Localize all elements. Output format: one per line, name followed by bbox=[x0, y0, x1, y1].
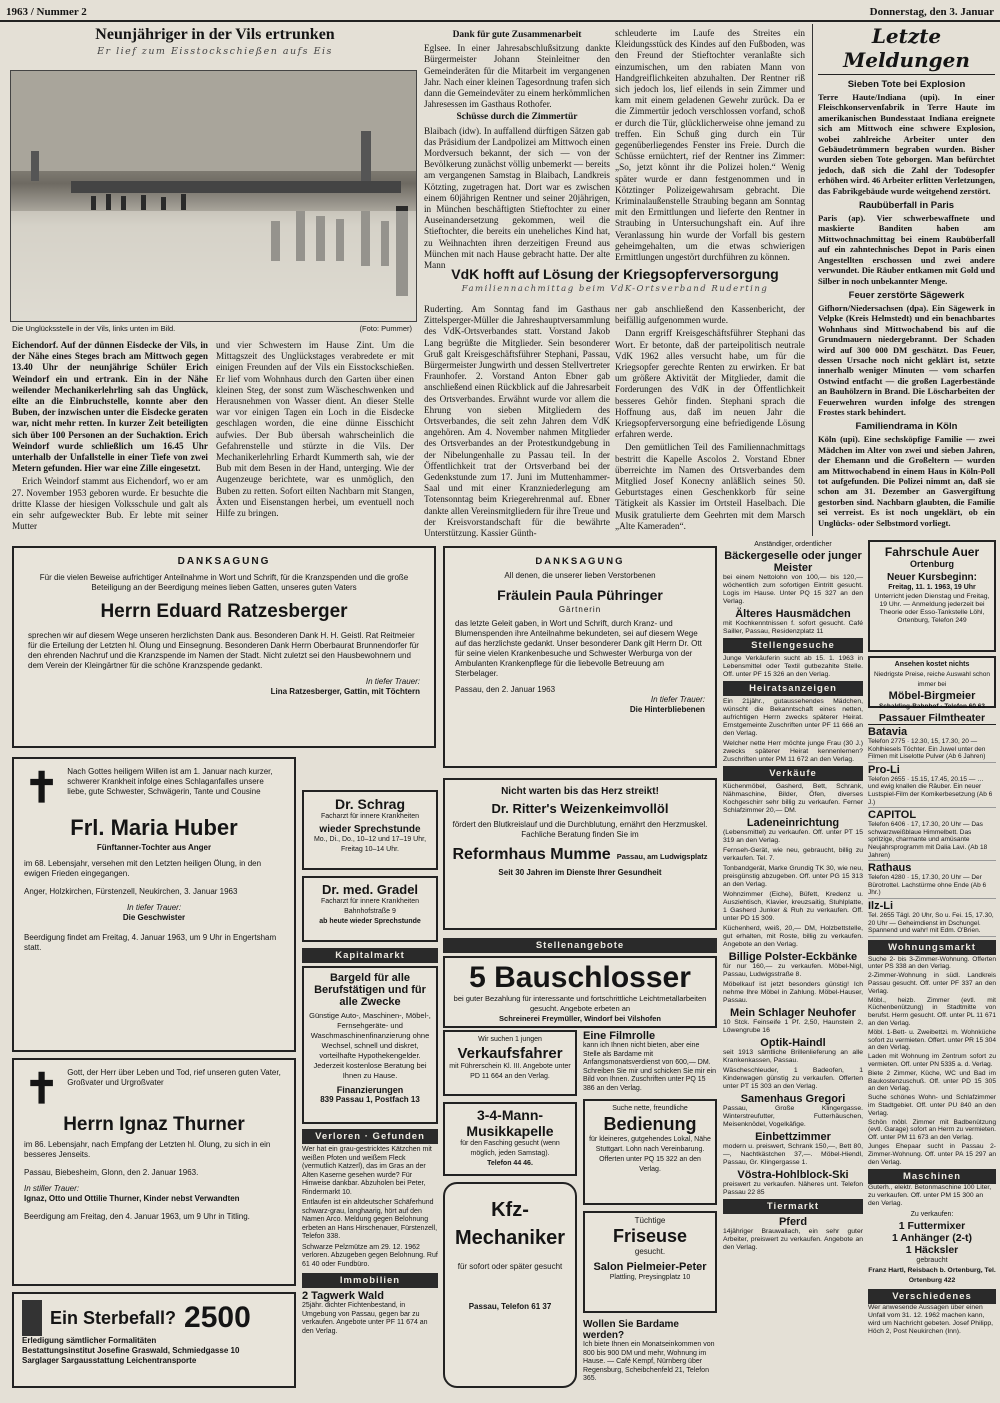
classified-ad bbox=[723, 1007, 863, 1035]
housing-item: Suche 2- bis 3-Zimmer-Wohnung. Offerten unter PS 338 an den Verlag. bbox=[868, 955, 996, 971]
doctor-message: ab heute wieder Sprechstunde bbox=[319, 918, 421, 925]
misc-item: Wer anwesende Aussagen über einen Unfall vom 31. 12. 1962 machen kann, wird um Nachricht gebeten. Josef Philipp, Höch 2, Post Neukirchen (Inn). bbox=[868, 1304, 994, 1336]
vdk-col-2 bbox=[615, 304, 805, 536]
ad-signers: Die Hinterbliebenen bbox=[629, 705, 705, 714]
ad-heading: DANKSAGUNG bbox=[535, 556, 625, 567]
section-header: Heiratsanzeigen bbox=[723, 681, 863, 696]
classified-ad bbox=[723, 783, 863, 815]
lost-found-item: Entlaufen ist ein altdeutscher Schäferhund schwarz-grau, langhaarig, hört auf den Namen Arco. Meldung gegen Belohnung erbeten an Hans Hirschenauer, Fürstenzell, Telefon 338. bbox=[302, 1199, 438, 1240]
ad-obituary-huber bbox=[12, 757, 296, 1052]
doctor-role: Facharzt für innere Krankheiten bbox=[320, 813, 420, 820]
ad-title: Bedienung bbox=[603, 1114, 697, 1134]
lost-found-item: Schwarze Pelzmütze am 29. 12. 1962 verloren. Abzugeben gegen Belohnung. Ruf 61 40 oder Fundbüro. bbox=[302, 1243, 438, 1268]
deceased-name: Herrn Ignaz Thurner bbox=[63, 1114, 245, 1135]
doctor-name: Dr. Schrag bbox=[334, 796, 406, 812]
vdk-paragraph-3: Dann ergriff Kreisgeschäftsführer Stephani das Wort. Er betonte, daß der parteipolitisch neutrale VdK 1962 alles versucht habe, um für die Kriegsopfer gerechte Renten zu erwirken. Er bat um größere Aktivität der Mitglieder, damit die Forderungen des VdK in der Öffentlichkeit besseres Gehör finden. Stephani sprach die Hoffnung aus, daß im neuen Jahr die Kriegsopferversorgung eine befriedigende Lösung erfahren werde. bbox=[615, 328, 805, 440]
lead-col-2 bbox=[216, 340, 414, 536]
classified-ad bbox=[723, 698, 863, 738]
ad-sign-label: In tiefer Trauer: bbox=[365, 677, 420, 686]
ad-address: Schalding-Bahnhof · Telefon 60 63 bbox=[878, 703, 986, 710]
cinema-title: Passauer Filmtheater bbox=[868, 712, 996, 725]
ad-body: Günstige Auto-, Maschinen-, Möbel-, Fernsehgeräte- und Waschmaschinenfinanzierung ohne Wechsel, schnell und diskret, vorteilhafte Hypothekengelder. Jederzeit kostenlose Beratung bei Ihnen zu Hause. bbox=[309, 1011, 431, 1080]
ad-place: Ortenburg bbox=[910, 559, 954, 569]
ad-body: für sofort oder später gesucht bbox=[457, 1262, 563, 1271]
housing-item: Laden mit Wohnung im Zentrum sofort zu vermieten. Off. unter PN 5335 a. d. Verlag. bbox=[868, 1053, 996, 1069]
section-immobilien: Immobilien bbox=[302, 1273, 438, 1288]
ad-body: 25jähr. dichter Fichtenbestand, in Umgebung von Passau, gegen bar zu verkaufen. Angebote unter PF 11 674 an den Verlag. bbox=[302, 1302, 428, 1335]
section-stellenangebote: Stellenangebote bbox=[443, 938, 717, 953]
ad-danksagung-puehringer bbox=[443, 546, 717, 768]
ad-title: Friseuse bbox=[612, 1226, 688, 1246]
photo-scene-graphic bbox=[11, 71, 416, 321]
photo-credit: (Foto: Pummer) bbox=[359, 324, 412, 333]
ad-body: Ich biete Ihnen ein Monatseinkommen von 800 bis 900 DM und mehr, Wohnung im Hause. — Café Kempf, Nürnberg über Regensburg, Scheibchenfeld 21, Telefon 365. bbox=[583, 1341, 715, 1382]
latest-news-headline: Raubüberfall in Paris bbox=[858, 200, 955, 212]
ad-line-1: Ansehen kostet nichts bbox=[894, 661, 970, 668]
news-photo bbox=[10, 70, 417, 322]
ad-verkaufsfahrer bbox=[443, 1030, 577, 1096]
machine-item: Guterh., elektr. Betonmaschine 100 Liter, zu verkaufen. Off. unter PM 15 300 an den Verlag. bbox=[868, 1184, 992, 1208]
ad-place-date: Passau, den 2. Januar 1963 bbox=[455, 685, 556, 694]
ad-moebel-birgmeier bbox=[868, 656, 996, 708]
cinema-name: Pro-Li bbox=[868, 763, 900, 776]
classified-pre: Anständiger, ordentlicher bbox=[754, 541, 832, 548]
classified-ad bbox=[723, 1216, 863, 1252]
latest-news-text: Gifhorn/Niedersachsen (dpa). Ein Sägewerk in Velpke (Kreis Helmstedt) und ein benachbartes Wohnhaus sind Mittwochabend bis auf die Grundmauern niedergebrannt. Der Schaden wird auf 300 000 DM geschätzt. Das Feuer, dessen Ursache noch nicht geklärt ist, setzte innerhalb weniger Minuten — vom scharfen Ostwind entfacht — die großen Lagerbestände an Bauhölzern in Brand. Die Löscharbeiten der Feuerwehren wurden infolge des strengen Frostes stark behindert. bbox=[818, 302, 995, 417]
classified-ad bbox=[723, 540, 863, 606]
ad-obituary-thurner bbox=[12, 1058, 296, 1286]
classified-title: Ladeneinrichtung bbox=[746, 817, 840, 829]
vdk-title: VdK hofft auf Lösung der Kriegsopferversorgung bbox=[451, 266, 779, 282]
machine-1: 1 Futtermixer bbox=[898, 1220, 966, 1233]
chapel-icon bbox=[22, 1300, 42, 1336]
ad-intro: Nach Gottes heiligem Willen ist am 1. Januar nach kurzer, schwerer Krankheit infolge eines Schlaganfalles unsere liebe, gute Schwester, Schwägerin, Tante und Cousine bbox=[67, 767, 273, 796]
classified-ad bbox=[723, 1169, 863, 1197]
cinema-entry bbox=[868, 899, 996, 937]
latest-news-list bbox=[818, 79, 995, 528]
latest-news-banner: Letzte Meldungen bbox=[818, 24, 995, 75]
ad-heading: DANKSAGUNG bbox=[177, 556, 271, 567]
classified-body: preiswert zu verkaufen. Näheres unt. Telefon Passau 22 85 bbox=[723, 1181, 863, 1196]
lead-article bbox=[10, 26, 420, 57]
ad-pre: Suche nette, freundliche bbox=[612, 1105, 688, 1112]
latest-news-text: Köln (upi). Eine sechsköpfige Familie — zwei Mädchen im Alter von zwei und sieben Jahren, der Ehemann und die Großeltern — wurden am Mittwochabend in einem Haus in Köln-Poll tot aufgefunden. Die Polizei nimmt an, daß sie schon am 31. Dezember an Gasvergiftung gestorben sind. Nachbarn glaubten, die Familie sei verreist. Es ist noch ungeklärt, ob ein Unglücks- oder Selbstmord vorliegt. bbox=[818, 434, 995, 528]
issue-date: Donnerstag, den 3. Januar bbox=[869, 6, 994, 18]
deceased-role: Fünftanner-Tochter aus Anger bbox=[96, 843, 212, 852]
ad-kfz-mechaniker bbox=[443, 1182, 577, 1388]
lead-paragraph-3: und vier Schwestern im Hause Zint. Um die Mittagszeit des Unglückstages verabredete er mit einigen Freunden auf der Vils ein Eisstockschießen. Er lief vom Wohnhaus durch den Garten über einen kleinen Steg, der sonst zum Wäscheschwenken und Herausnehmen von Wasser dient. An dieser Stelle war vor einigen Tagen ein Loch in die Eisdecke geschlagen worden, die eine dünne Eisschicht aufwies. Der Bub übersah wahrscheinlich die Gefahrenstelle und stürzte in die Vils. Der Mechanikerlehrling Erhardt Kummerth sah, wie der Bub mit dem Besen in der Hand, unterging. Wie der Augenzeuge berichtete, war es unmöglich, den Buben zu retten. Sofort eilten Nachbarn mit Stangen, Äxten und Eisenstangen herbei, um eventuell noch Hilfe zu bringen. bbox=[216, 340, 414, 519]
classified-ad bbox=[723, 981, 863, 1005]
ad-sign-label: In tiefer Trauer: bbox=[126, 903, 182, 912]
ad-signers: Ignaz, Otto und Ottilie Thurner, Kinder nebst Verwandten bbox=[24, 1194, 240, 1203]
vdk-subtitle: Familiennachmittag beim VdK-Ortsverband Ruderting bbox=[461, 284, 769, 294]
ad-body: sprechen wir auf diesem Wege unseren herzlichsten Dank aus. Besonderen Dank H. H. Geistl. Rat Reitmeier für die Erteilung der Letzten hl. Ölung und Einsegnung. Besonderen Dank Herrn Oberbaurat Brunnendorfer für den ehrenden Nachruf und die Kranzspende im Namen der Stadt. Nicht zuletzt sei den Hausbewohnern und dem Verein der Kleingärtner für die schöne Kranzspende gedankt. bbox=[28, 631, 419, 670]
classified-ad bbox=[723, 817, 863, 845]
cinema-name: Batavia bbox=[868, 726, 908, 738]
cinema-name: CAPITOL bbox=[868, 809, 917, 822]
photo-caption: Die Unglücksstelle in der Vils, links unten im Bild. bbox=[12, 324, 176, 333]
housing-list bbox=[868, 956, 996, 1167]
classified-ad bbox=[723, 891, 863, 923]
classified-ad bbox=[723, 865, 863, 889]
ad-sign-label: In stiller Trauer: bbox=[24, 1184, 79, 1193]
classified-body: 10 Stck. Feinseife 1 Pf. 2,50, Haunstein 2, Löwengrube 16 bbox=[723, 1019, 863, 1034]
classified-ad bbox=[723, 1093, 863, 1129]
ad-body: Unterricht jeden Dienstag und Freitag, 19 Uhr. — Anmeldung jederzeit bei Theorie oder Esso-Tankstelle Löhl, Ortenburg, Telefon 249 bbox=[874, 593, 990, 624]
classified-body: Möbelkauf ist jetzt besonders günstig! Ich nehme Ihre Möbel in Zahlung. Möbel-Hauser, Passau. bbox=[723, 981, 863, 1004]
doctor-name: Dr. med. Gradel bbox=[321, 882, 419, 897]
ad-title: Ein Sterbefall? bbox=[50, 1307, 177, 1328]
classified-ad bbox=[723, 1067, 863, 1091]
ad-bauschlosser bbox=[443, 956, 717, 1028]
doctor-address: Bahnhofstraße 9 bbox=[344, 908, 396, 915]
ad-sub: Neuer Kursbeginn: bbox=[886, 572, 977, 583]
cinema-program: Tel. 2655 Tägl. 20 Uhr, So u. Fei. 15, 17.30, 20 Uhr — Geheimdienst im Dschungel. Spannend und wahr! mit Edm. O'Brien. bbox=[868, 911, 994, 935]
classified-body: Tonbandgerät, Marke Grundig TK 30, wie neu, preisgünstig abzugeben. Off. unter PG 15 313 an den Verlag. bbox=[723, 865, 863, 888]
ad-line-2: Niedrigste Preise, reiche Auswahl schon immer bei bbox=[874, 671, 990, 688]
ad-machines-sale bbox=[868, 1210, 996, 1286]
deceased-name: Herrn Eduard Ratzesberger bbox=[100, 601, 348, 622]
ad-brand: Möbel-Birgmeier bbox=[888, 690, 976, 702]
ad-title: 3-4-Mann-Musikkapelle bbox=[466, 1107, 554, 1139]
classified-title: Pferd bbox=[778, 1216, 808, 1228]
section-header: Tiermarkt bbox=[723, 1199, 863, 1214]
ad-dr-gradel bbox=[302, 876, 438, 942]
vdk-paragraph-1: Ruderting. Am Sonntag fand im Gasthaus Zittelsperger-Müller die Jahreshauptversammlung des VdK-Ortsverbandes statt. Vorstand Jakob Lang begrüßte die Mitglieder. Sein besonderer Gruß galt Kreisgeschäftsführer Stephani, Passau, Bürgermeister Jungwirth und dessen Stellvertreter Fraunhofer. 2. Vorstand Anton Ebner gab anschließend einen Rückblick auf die Jahresarbeit des Ortsverbandes. Erwähnt wurde vor allem die Ehrung von sieben Mitgliedern des Ortsverbandes, die seit zehn Jahren dem VdK angehören. Am 4. November nahmen Mitglieder des Ortsverbandes an der Protestkundgebung in der Nibelungenhalle zu Passau teil. In der Öffentlichkeit trat der Ortsverband bei der Gedenkstunde zum 17. Juni im Muttenhammer-Saal und mit einer Kranzniederlegung am Totensonntag beim Kriegerehrenmal auf. Ebner dankte allen Vereinsmitgliedern für ihre Treue und der Kreisvorstandschaft für die bewährte Unterstützung. Kassier Günth- bbox=[424, 304, 610, 539]
classified-body: Wohnzimmer (Eiche), Büfett, Kredenz u. Ausziehtisch, Klavier, kreuzsaitig, Stuhlplatte, 1 Gasherd Junker & Ruh zu verkaufen. Off. unter PD 15 309. bbox=[723, 891, 863, 922]
classified-body: Küchenmöbel, Gasherd, Bett, Schrank, Nähmaschine, Bilder, Öfen, diverses Kochgeschirr sehr billig zu verkaufen. Ferner Schlafzimmer 20,— DM. bbox=[723, 783, 863, 814]
section-verloren-gefunden: Verloren · Gefunden bbox=[302, 1129, 438, 1144]
classified-ad bbox=[723, 925, 863, 949]
classified-title: Samenhaus Gregori bbox=[740, 1093, 846, 1105]
shop-address: Passau, am Ludwigsplatz bbox=[616, 852, 708, 861]
ad-bestattung bbox=[12, 1292, 296, 1388]
section-header: Verkäufe bbox=[723, 766, 863, 781]
ad-dr-schrag bbox=[302, 790, 438, 870]
latest-news-headline: Feuer zerstörte Sägewerk bbox=[848, 289, 965, 301]
latest-news-column bbox=[812, 24, 995, 536]
deceased-name: Frl. Maria Huber bbox=[70, 815, 238, 840]
classified-body: bei einem Nettolohn von 100,— bis 120,— wöchentlich zum sofortigen Eintritt gesucht. Logis im Hause. Unter PQ 15 327 an den Verlag. bbox=[723, 574, 863, 605]
shop-name: Reformhaus Mumme bbox=[452, 846, 611, 863]
housing-item: Möbl., heizb. Zimmer (evtl. mit Küchenbenützung) in Stadtmitte von berufst. Herrn gesucht. Off. unter PL 11 671 an den Verlag. bbox=[868, 996, 996, 1028]
classified-body: 14jähriger Brauwallach, ein sehr guter Arbeiter, preiswert zu verkaufen. Angebote an den Verlag. bbox=[723, 1228, 863, 1251]
classified-body: Fernseh-Gerät, wie neu, gebraucht, billig zu verkaufen. Tel. 7. bbox=[723, 847, 863, 862]
cross-icon: ✝ bbox=[24, 1064, 60, 1113]
latest-news-text: Terre Haute/Indiana (upi). In einer Fleischkonservenfabrik in Terre Haute im amerikanischen Bundesstaat Indiana ereignete sich am Mittwoch eine schwere Explosion, wobei zahlreiche Arbeiter unter den Gebäudetrümmern begraben wurden. Bisher wurden sieben Tote geborgen. Man befürchtet jedoch, daß sich die Zahl der Todesopfer erhöhen wird. 46 Arbeiter erlitten Verletzungen, das Fabrikgebäude wurde weitgehend zerstört. bbox=[818, 92, 995, 196]
classified-ad bbox=[723, 1037, 863, 1065]
doctor-role: Facharzt für innere Krankheiten bbox=[320, 898, 420, 905]
ad-line-1: Erledigung sämtlicher Formalitäten bbox=[22, 1336, 157, 1345]
classified-title: Einbettzimmer bbox=[755, 1131, 831, 1143]
classified-title: Bäckergeselle oder junger Meister bbox=[724, 550, 862, 574]
cross-icon: ✝ bbox=[24, 763, 60, 812]
ad-body: im 68. Lebensjahr, versehen mit den Letzten heiligen Ölung, in den ewigen Frieden eingegangen. bbox=[24, 859, 262, 878]
classifieds-column bbox=[723, 540, 863, 1395]
machine-3: 1 Häcksler bbox=[905, 1244, 959, 1257]
middle-col-a bbox=[424, 28, 610, 271]
ad-intro: Gott, der Herr über Leben und Tod, rief unseren guten Vater, Großvater und Urgroßvater bbox=[67, 1068, 281, 1087]
doctor-message: wieder Sprechstunde bbox=[319, 824, 421, 835]
lead-subtitle: Er lief zum Eisstockschießen aufs Eis bbox=[97, 46, 333, 57]
ad-slogan: Seit 30 Jahren im Dienste Ihrer Gesundheit bbox=[498, 868, 662, 877]
ad-title: Wollen Sie Bardame werden? bbox=[583, 1319, 679, 1341]
photo-caption-row bbox=[12, 324, 412, 334]
cinema-program: Telefon 6406 · 17, 17.30, 20 Uhr — Das schwarzweißblaue Himmelbett. Das spritzige, charmante und amüsante Neujahrsprogramm mit Dalia Lavi. (Ab 18 Jahren) bbox=[868, 821, 988, 859]
classified-body: modern u. preiswert, Schrank 150,—, Bett 80,—, Nachtkästchen 37,—. Möbel-Hiendl, Passau, Gr. Klingergasse 1. bbox=[723, 1143, 863, 1166]
ad-title: Verkaufsfahrer bbox=[457, 1045, 563, 1062]
lead-paragraph-1: Eichendorf. Auf der dünnen Eisdecke der Vils, in der Nähe eines Steges brach am Mittwoch gegen 13.40 Uhr der neunjährige Schüler Erich Weindorf ein und ertrank. Ein in der Nähe weilender Mechanikerlehrling sah das Unglück, eilte an die Einbruchstelle, konnte aber den Buben, der inzwischen unter die Eisdecke geraten war, nicht mehr retten. In kurzer Zeit beteiligten sich über 100 Personen an der Suchaktion. Erich Weindorf wurde schließlich um 16.45 Uhr unterhalb der Unfallstelle in einer Tiefe von zwei Metern gefunden. Hier war eine Zille eingesetzt. bbox=[12, 340, 208, 474]
issue-number: 1963 / Nummer 2 bbox=[6, 6, 87, 18]
classified-body: Ein 21jähr., gutaussehendes Mädchen, wünscht die Bekanntschaft eines netten, aufrichtigen Herrn zwecks späterer Heirat. Ernstgemeinte Zuschriften unter PF 11 666 an den Verlag. bbox=[723, 698, 863, 737]
headline-zusammenarbeit: Dank für gute Zusammenarbeit bbox=[452, 30, 582, 40]
cinema-entry bbox=[868, 808, 996, 861]
vdk-paragraph-2: ner gab anschließend den Kassenbericht, der beifällig aufgenommen wurde. bbox=[615, 304, 805, 326]
ad-bedienung bbox=[583, 1099, 717, 1205]
section-maschinen: Maschinen bbox=[868, 1169, 996, 1184]
machine-2: 1 Anhänger (2-t) bbox=[891, 1232, 973, 1245]
cinema-program: Telefon 2775 · 12.30, 15, 17.30, 20 — Kohlhiesels Töchter. Ein Juwel unter den Filmen mit Liselotte Pulver (Ab 6 Jahren) bbox=[868, 738, 986, 761]
classified-ad bbox=[723, 951, 863, 979]
classified-ad bbox=[723, 740, 863, 764]
ad-body: fördert den Blutkreislauf und die Durchblutung, ernährt den Herzmuskel. Fachliche Beratung finden Sie im bbox=[452, 820, 708, 839]
section-kapitalmarkt: Kapitalmarkt bbox=[302, 948, 438, 963]
ad-title: Fahrschule Auer bbox=[884, 545, 980, 559]
cinema-program: Telefon 2655 · 15.15, 17.45, 20.15 — … und ewig knallen die Räuber. Ein neuer Lustspiel-Film der Komikerbesetzung (Ab 6 J.) bbox=[868, 775, 993, 806]
phone-number: 2500 bbox=[184, 1301, 251, 1334]
doctor-hours: Mo., Di., Do., 10–12 und 17–19 Uhr, Freitag 10–14 Uhr. bbox=[313, 836, 427, 853]
ad-firm: Schreinerei Freymüller, Windorf bei Vilshofen bbox=[499, 1014, 661, 1023]
ad-line-2: Bestattungsinstitut Josefine Graswald, Schmiedgasse 10 bbox=[22, 1346, 240, 1355]
latest-news-headline: Sieben Tote bei Explosion bbox=[847, 79, 966, 90]
ad-weizenkeimoel bbox=[443, 778, 717, 930]
ad-place-date: Passau, Biebesheim, Glonn, den 2. Januar 1963. bbox=[24, 1168, 199, 1177]
ad-phone: Passau, Telefon 61 37 bbox=[468, 1302, 552, 1311]
paragraph-eglsee: Eglsee. In einer Jahresabschlußsitzung dankte Bürgermeister Johann Steinleitner den Gemeinderäten für die Mitarbeit im vergangenen Jahr. Nach einer kleinen Tagesordnung trafen sich dann die Gemeindeväter zu einem herkömmlichen Jahresessen im Gasthaus Rothofer. bbox=[424, 43, 610, 110]
classified-body: Wäscheschleuder, 1 Badeofen, 1 Kinderwagen günstig zu verkaufen. Offerten unter PT 15 303 an den Verlag. bbox=[723, 1067, 863, 1090]
lost-found-item: Wer hat ein grau-gestricktes Kätzchen mit weißen Pfoten und weißem Fleck (vermutlich Katzerl), das im Gras an der Alten Kaserne gesehen wurde? Für Hinweise dankbar. Abzuholen bei Peter, Rindermarkt 10. bbox=[302, 1146, 432, 1196]
ad-pre: Wir suchen 1 jungen bbox=[478, 1036, 542, 1043]
ad-signers: Die Geschwister bbox=[122, 913, 186, 922]
vdk-paragraph-4: Den gemütlichen Teil des Familiennachmittags bestritt die Kapelle Ascolos 2. Vorstand Ebner überreichte im Namen des Ortsverbandes dem Mitglied Josef Konecny anläßlich seines 50. Geburtstages einen Geschenkkorb für seine Tätigkeit als Kassier im Ortsteil Haselbach. Die Musik gratulierte dem Geehrten mit dem Marsch „Alte Kameraden“. bbox=[615, 442, 805, 531]
ad-sign-label: In tiefer Trauer: bbox=[650, 695, 705, 704]
cinema-name: Ilz-Li bbox=[868, 899, 894, 912]
ad-line-3: Sarglager Sargausstattung Leichentransporte bbox=[22, 1356, 197, 1365]
ad-phone: Telefon 44 46. bbox=[487, 1160, 533, 1167]
vdk-col-1 bbox=[424, 304, 610, 539]
ad-title: Nicht warten bis das Herz streikt! bbox=[501, 786, 659, 797]
classified-ad bbox=[723, 1131, 863, 1167]
classifieds-column-right bbox=[868, 540, 996, 1395]
vdk-article-head bbox=[424, 266, 806, 294]
ads-column-doctors bbox=[302, 790, 438, 1390]
ad-funeral: Beerdigung findet am Freitag, 4. Januar 1963, um 9 Uhr in Engertsham statt. bbox=[24, 933, 277, 952]
ad-body: gesucht. bbox=[634, 1247, 666, 1256]
ad-title: 5 Bauschlosser bbox=[469, 961, 691, 994]
housing-item: Suche schönes Wohn- und Schlafzimmer im Stadtgebiet. Off. unter PU 840 an den Verlag. bbox=[868, 1094, 996, 1117]
ad-title: 2 Tagwerk Wald bbox=[302, 1290, 384, 1302]
section-header: Stellengesuche bbox=[723, 638, 863, 653]
paragraph-blaibach: Blaibach (idw). In auffallend dürftigen Sätzen gab das Präsidium der Landpolizei am Mittwoch einen Mordversuch bekannt, der sich — von der Bevölkerung zunächst völlig unbemerkt — bereits am vergangenen Samstag in Blaibach, Landkreis Kötzting, zugetragen hat. Dort war es zwischen einem 60jährigen Rentner und seiner 20jährigen, in München beschäftigten Stieftochter zu einer Auseinandersetzung gekommen, weil die Stieftochter, die bereits ein uneheliches Kind hat, zu Weihnachten ihren derzeitigen Freund aus München mit nach Hause gebracht hatte. Der alte Mann bbox=[424, 125, 610, 271]
ad-firm: Salon Pielmeier-Peter bbox=[593, 1261, 707, 1273]
ad-body: mit Führerschein Kl. III. Angebote unter PD 11 664 an den Verlag. bbox=[449, 1063, 571, 1080]
stellenangebote-block bbox=[443, 938, 717, 1028]
paragraph-blaibach-cont: schleuderte im Laufe des Streites ein Kleidungsstück des Kindes auf den Fußboden, was den Freund der Stieftochter veranlaßte sich einzumischen, um den rabiaten Mann von Handgreiflichkeiten abzuhalten. Der Rentner riß sich jedoch los, lief eilends in sein Zimmer und kam mit einem geladenen Gewehr zurück. Da er die Zimmertür jedoch verschlossen vorfand, schoß er durch die Tür, glücklicherweise ohne jemand zu treffen. Ein Schuß ging durch ein Tür gegenüberliegendes Fenster ins Freie. Durch die Schüsse ernüchtert, rief der Rentner ins Zimmer: „So, jetzt könnt ihr die Polizei holen.“ Wenig später wurde er dann festgenommen und in Kötztinger Polizeigewahrsam gebracht. Die Kriminalaußenstelle Straubing begann am Sonntag mit den Ermittlungen und lieferte den Rentner in Straubing in Untersuchungshaft ein. Auf ihre Veranlassung hin wurde der Vorfall bis gestern geheimgehalten, um die etwas schwierigen Ermittlungen ungestört durchführen zu können. bbox=[615, 28, 805, 263]
ad-body: das letzte Geleit gaben, in Wort und Schrift, durch Kranz- und Blumenspenden ihre Anteilnahme bekundeten, sei auf diesem Wege auf das herzlichste gedankt. Unser besonderer Dank gilt Herrn Dr. Ott für seine vielen Krankenbesuche und Schwester Werburga von der Ambulanten Krankenpflege für die liebevolle Betreuung am Sterbelager. bbox=[455, 619, 702, 678]
ad-title: Bargeld für alle Berufstätigen und für alle Zwecke bbox=[314, 972, 426, 1008]
ad-address: Plattling, Preysingplatz 10 bbox=[609, 1274, 691, 1281]
latest-news-headline: Familiendrama in Köln bbox=[855, 421, 958, 433]
housing-item: 2-Zimmer-Wohnung in südl. Landkreis Passau gesucht. Off. unter PF 337 an den Verlag. bbox=[868, 972, 996, 995]
headline-schuesse: Schüsse durch die Zimmertür bbox=[456, 112, 578, 123]
ad-body: im 86. Lebensjahr, nach Empfang der Letzten hl. Ölung, zu sich in ein besseres Jenseits. bbox=[24, 1140, 271, 1159]
classified-title: Älteres Hausmädchen bbox=[735, 608, 851, 620]
housing-item: Schön möbl. Zimmer mit Badbenützung (evtl. Garage) sofort an Herrn zu vermieten. Off. unter PM 11 673 an den Verlag. bbox=[868, 1118, 996, 1142]
classified-body: Junge Verkäuferin sucht ab 15. 1. 1963 in Lebensmittel oder Textil gutbezahlte Stelle. Off. unter PF 15 326 an den Verlag. bbox=[723, 655, 863, 678]
section-wohnungsmarkt: Wohnungsmarkt bbox=[868, 940, 996, 955]
ad-fahrschule bbox=[868, 540, 996, 652]
ad-body: für den Fasching gesucht (wenn möglich, jeden Samstag). bbox=[460, 1140, 560, 1157]
classified-title: Billige Polster-Eckbänke bbox=[728, 951, 858, 963]
classified-ad bbox=[723, 655, 863, 679]
ad-signers: Lina Ratzesberger, Gattin, mit Töchtern bbox=[270, 687, 420, 696]
middle-col-b bbox=[615, 28, 805, 263]
cinema-entry bbox=[868, 861, 996, 899]
lead-paragraph-2: Erich Weindorf stammt aus Eichendorf, wo er am 27. November 1953 geboren wurde. Er besuchte die dritte Klasse der hiesigen Volksschule und galt als ein sehr aufgeweckter Bub. Er lebte mit seiner Mutter bbox=[12, 476, 208, 532]
classified-body: Passau, Große Klingergasse. Winterstreufutter, Futterhäuschen, Meisenknödel, Vogelkäfige. bbox=[723, 1105, 863, 1128]
ad-body: für kleineres, gutgehendes Lokal, Nähe Stuttgart. Lohn nach Vereinbarung. Offerten unter PQ 15 322 an den Verlag. bbox=[589, 1136, 711, 1173]
ad-place-date: Anger, Holzkirchen, Fürstenzell, Neukirchen, 3. Januar 1963 bbox=[24, 887, 238, 896]
housing-item: Junges Ehepaar sucht in Passau 2-Zimmer-Wohnung. Off. unter PA 15 297 an den Verlag. bbox=[868, 1143, 996, 1166]
ad-title: Kfz-Mechaniker bbox=[454, 1199, 566, 1249]
ad-bargeld bbox=[302, 966, 438, 1124]
ad-firm: Finanzierungen bbox=[336, 1085, 404, 1095]
cinema-entry bbox=[868, 763, 996, 808]
lead-col-1 bbox=[12, 340, 208, 536]
ad-title: Eine Filmrolle bbox=[583, 1030, 656, 1042]
ad-pre: Tüchtige bbox=[634, 1216, 666, 1225]
classified-body: für nur 160,— zu verkaufen. Möbel-Nigl, Passau, Ludwigsstraße 8. bbox=[723, 963, 863, 978]
ad-musikkapelle bbox=[443, 1102, 577, 1176]
classified-title: Vöstra-Hohlblock-Ski bbox=[737, 1169, 849, 1181]
classified-body: (Lebensmittel) zu verkaufen. Off. unter PT 15 319 an den Verlag. bbox=[723, 829, 863, 844]
classified-ad bbox=[723, 608, 863, 636]
classified-body: seit 1913 sämtliche Brillenlieferung an alle Krankenkassen, Passau. bbox=[723, 1049, 863, 1064]
section-verschiedenes: Verschiedenes bbox=[868, 1289, 996, 1304]
ads-column-jobs bbox=[583, 1030, 717, 1384]
ad-friseuse bbox=[583, 1211, 717, 1313]
cinema-name: Rathaus bbox=[868, 862, 912, 875]
ad-address: 839 Passau 1, Postfach 13 bbox=[320, 1095, 420, 1104]
classified-title: Mein Schlager Neuhofer bbox=[730, 1007, 856, 1019]
ad-date: Freitag, 11. 1. 1963, 19 Uhr bbox=[888, 584, 976, 591]
ad-intro: Für die vielen Beweise aufrichtiger Anteilnahme in Wort und Schrift, für die Kranzspenden und die große Beteiligung an der Beerdigung meines lieben Gatten, unseres guten Vaters bbox=[39, 573, 409, 592]
classified-body: Welcher nette Herr möchte junge Frau (30 J.) zwecks späterer Heirat kennenlernen? Zuschriften unter PM 11 672 an den Verlag. bbox=[723, 740, 863, 763]
cinema-entry bbox=[868, 725, 996, 763]
machine-note: gebraucht bbox=[916, 1257, 948, 1265]
deceased-role: Gärtnerin bbox=[558, 605, 602, 614]
housing-item: Biete 2 Zimmer, Küche, WC und Bad im Baukostenzuschuß. Off. unter PD 15 305 an den Verlag. bbox=[868, 1069, 996, 1093]
housing-item: Möbl. 1-Bett- u. Zweibettzi. m. Wohnküche sofort zu vermieten. Offert. unter PR 15 304 an den Verlag. bbox=[868, 1028, 996, 1052]
ad-intro: All denen, die unserer lieben Verstorbenen bbox=[504, 571, 656, 580]
classified-title: Optik-Haindl bbox=[760, 1037, 826, 1049]
classified-body: mit Kochkenntnissen f. sofort gesucht. Café Sailler, Passau, Residenzplatz 11 bbox=[723, 620, 863, 635]
ad-firm: Franz Hartl, Reisbach b. Ortenburg, Tel. Ortenburg 422 bbox=[868, 1267, 996, 1285]
ad-body: bei guter Bezahlung für interessante und fortschrittliche Leichtmetallarbeiten gesucht. Angebote erbeten an bbox=[453, 994, 707, 1013]
ad-pre: Zu verkaufen: bbox=[910, 1211, 954, 1219]
lead-title: Neunjähriger in der Vils ertrunken bbox=[95, 26, 335, 43]
cinema-program: Telefon 4280 · 15, 17.30, 20 Uhr — Der Bürotrottel. Lachstürme ohne Ende (Ab 6 Jhr.) bbox=[868, 874, 987, 897]
ad-body: kann ich Ihnen nicht bieten, aber eine Stelle als Bardame mit Anfangsmonatsverdienst von 600,— DM. Schreiben Sie mir und schicken Sie mir ein Bild von Ihnen. Zuschriften unter PQ 15 386 an den Verlag. bbox=[583, 1042, 717, 1092]
cinema-list bbox=[868, 725, 996, 937]
classified-body: Küchenherd, weiß, 20,— DM, Holzbettstelle, gut erhalten, mit Roste, billig zu verkaufen. Angebote an den Verlag. bbox=[723, 925, 863, 948]
classified-ad bbox=[723, 847, 863, 863]
ad-brand: Dr. Ritter's Weizenkeimvollöl bbox=[491, 801, 669, 816]
ad-danksagung-ratzesberger bbox=[12, 546, 436, 748]
page-header bbox=[0, 4, 1000, 22]
latest-news-text: Paris (ap). Vier schwerbewaffnete und maskierte Banditen haben am Mittwochnachmittag bei einem Raubüberfall auf ein zahntechnisches Depot in Paris einen Angestellten erschossen und zwei andere verwundet. Die Räuber entkamen mit Gold und Silber in noch unbekannter Menge. bbox=[818, 213, 995, 286]
deceased-name: Fräulein Paula Pühringer bbox=[497, 587, 663, 603]
ad-funeral: Beerdigung am Freitag, den 4. Januar 1963, um 9 Uhr in Titling. bbox=[24, 1212, 250, 1221]
